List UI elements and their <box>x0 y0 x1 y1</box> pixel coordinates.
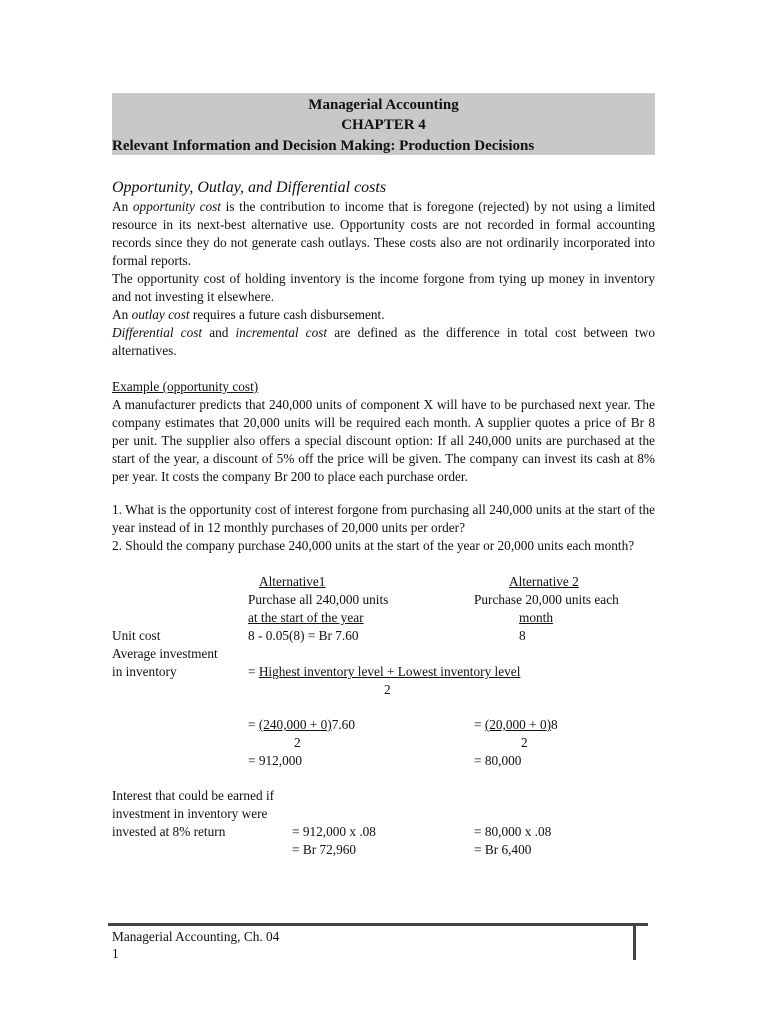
alt2-avg-calc: = (20,000 + 0)8 <box>474 717 558 732</box>
alt1-description-line2: at the start of the year <box>248 610 364 625</box>
question-2: 2. Should the company purchase 240,000 units at the start of the year or 20,000 units each month? <box>112 538 635 553</box>
interest-label-line3: invested at 8% return <box>112 824 226 839</box>
alt2-description-line2: month <box>519 610 553 625</box>
footer-rule-vertical <box>633 926 636 960</box>
alt1-avg-investment: = 912,000 <box>248 753 303 768</box>
alt1-avg-calc: = (240,000 + 0)7.60 <box>248 717 355 732</box>
term-differential-cost: Differential cost <box>112 325 203 340</box>
term-incremental-cost: incremental cost <box>235 325 328 340</box>
alt2-interest-calc: = 80,000 x .08 <box>474 824 552 839</box>
outlay-cost-paragraph: An outlay cost requires a future cash disbursement. <box>112 307 385 322</box>
term-outlay-cost: outlay cost <box>131 307 190 322</box>
interest-label: Interest that could be earned if <box>112 788 275 803</box>
avg-investment-label: Average investment <box>112 646 218 661</box>
question-1: 1. What is the opportunity cost of interest forgone from purchasing all 240,000 units at the start of the year instead of in 12 monthly purchases of 20,000 units per order? <box>112 502 655 535</box>
unit-cost-label: Unit cost <box>112 628 161 643</box>
chapter-title: Relevant Information and Decision Making: Production Decisions <box>112 138 535 154</box>
alt2-title: Alternative 2 <box>509 574 579 589</box>
footer-title: Managerial Accounting, Ch. 04 <box>112 929 280 944</box>
section-title: Opportunity, Outlay, and Differential costs <box>112 179 387 196</box>
alt1-interest-calc: = 912,000 x .08 <box>292 824 376 839</box>
alt2-avg-investment: = 80,000 <box>474 753 522 768</box>
term-opportunity-cost: opportunity cost <box>132 199 221 214</box>
opportunity-cost-paragraph: An opportunity cost is the contribution to income that is foregone (rejected) by not using a limited resource in its next-best alternative use. Opportunity costs are not recorded in formal accounting records since they do not generate cash outlays. These costs also are not ordinarily incorporated into formal reports. <box>112 199 656 268</box>
alt1-avg-calc-denominator: 2 <box>294 735 301 750</box>
footer-rule <box>108 923 648 926</box>
avg-investment-formula: = Highest inventory level + Lowest inventory level <box>248 664 521 679</box>
chapter-number: CHAPTER 4 <box>341 117 426 133</box>
interest-label-line2: investment in inventory were <box>112 806 268 821</box>
alt1-title: Alternative1 <box>259 574 326 589</box>
alt2-unit-cost: 8 <box>519 628 526 643</box>
inventory-cost-paragraph: The opportunity cost of holding inventory is the income forgone from tying up money in inventory and not investing it elsewhere. <box>112 271 655 304</box>
alt2-description: Purchase 20,000 units each <box>474 592 619 607</box>
formula-numerator: Highest inventory level + Lowest inventory level <box>258 664 521 679</box>
alt2-avg-calc-denominator: 2 <box>521 735 528 750</box>
alt1-unit-cost: 8 - 0.05(8) = Br 7.60 <box>248 628 359 643</box>
course-title: Managerial Accounting <box>308 97 459 113</box>
example-heading: Example (opportunity cost) <box>112 379 259 394</box>
alt1-interest-result: = Br 72,960 <box>292 842 357 857</box>
formula-denominator: 2 <box>384 682 391 697</box>
alt2-interest-result: = Br 6,400 <box>474 842 532 857</box>
alt1-description: Purchase all 240,000 units <box>248 592 389 607</box>
differential-cost-paragraph: Differential cost and incremental cost are defined as the difference in total cost between two alternatives. <box>112 325 655 358</box>
page-number: 1 <box>112 946 119 961</box>
example-body: A manufacturer predicts that 240,000 units of component X will have to be purchased next year. The company estimates that 20,000 units will be required each month. A supplier quotes a price of Br 8 per unit. The supplier also offers a special discount option: If all 240,000 units are purchased at the start of the year, a discount of 5% off the price will be given. The company can invest its cash at 8% per year. It costs the company Br 200 to place each purchase order. <box>112 397 655 484</box>
avg-investment-label-line2: in inventory <box>112 664 177 679</box>
